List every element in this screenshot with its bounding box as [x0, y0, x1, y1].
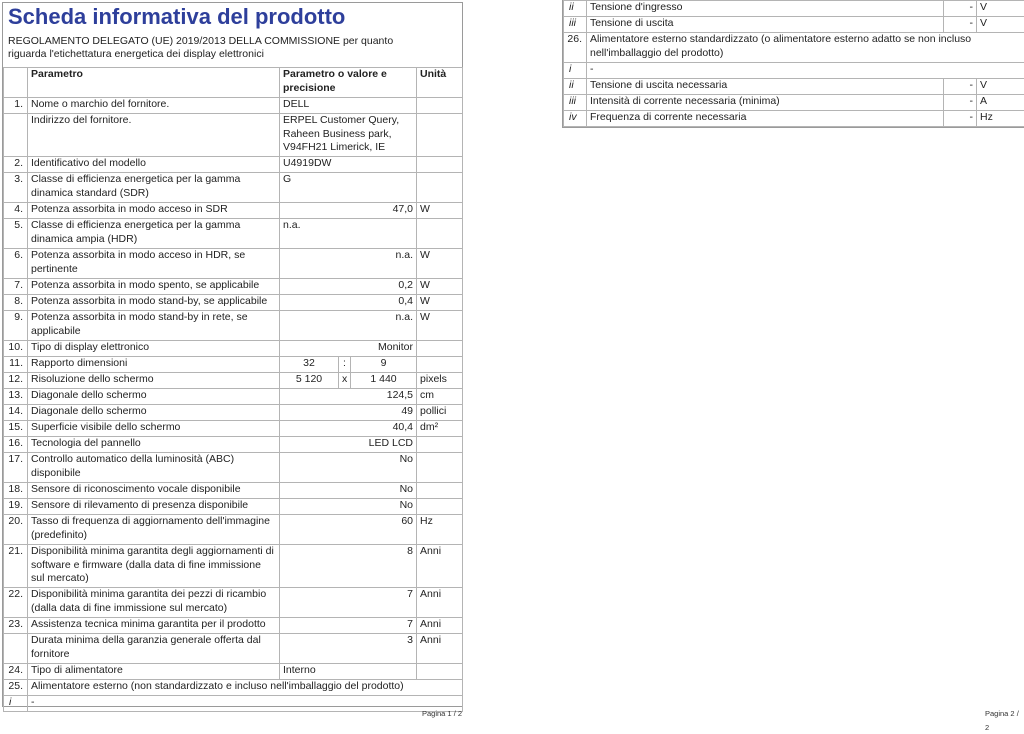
- resolution-width: 5 120: [280, 373, 339, 389]
- row-value: G: [280, 173, 417, 203]
- ratio-second: 9: [351, 357, 417, 373]
- table-row: [4, 483, 463, 499]
- row-number: 2.: [4, 157, 28, 173]
- table-row: [4, 373, 463, 389]
- regulation-text: REGOLAMENTO DELEGATO (UE) 2019/2013 DELLA COMMISSIONE per quanto riguarda l'etichettatura energetica dei display elettronici: [8, 35, 408, 61]
- row-number: 15.: [4, 421, 28, 437]
- row-label: Indirizzo del fornitore.: [28, 114, 280, 157]
- row-number: 4.: [4, 203, 28, 219]
- row-label: Potenza assorbita in modo acceso in HDR, se pertinente: [28, 249, 280, 279]
- page-1: [0, 0, 465, 717]
- row-number: 22.: [4, 588, 28, 618]
- row-unit: [417, 437, 463, 453]
- table-header-row: [4, 68, 463, 98]
- row-label: Alimentatore esterno (non standardizzato e incluso nell'imballaggio del prodotto): [28, 680, 463, 696]
- page-title: Scheda informativa del prodotto: [8, 4, 345, 30]
- table-row: [4, 249, 463, 279]
- row-label: Tipo di display elettronico: [28, 341, 280, 357]
- row-number: 14.: [4, 405, 28, 421]
- row-number: 13.: [4, 389, 28, 405]
- row-value: 60: [280, 515, 417, 545]
- row-number: 8.: [4, 295, 28, 311]
- table-row: [4, 664, 463, 680]
- row-value: 8: [280, 545, 417, 588]
- resolution-separator: x: [339, 373, 351, 389]
- row-value: n.a.: [280, 219, 417, 249]
- product-info-table: [3, 67, 463, 712]
- row-label: Identificativo del modello: [28, 157, 280, 173]
- table-row: [4, 618, 463, 634]
- row-value: 124,5: [280, 389, 417, 405]
- row-unit: Hz: [417, 515, 463, 545]
- row-number: 5.: [4, 219, 28, 249]
- row-unit: Hz: [977, 111, 1024, 127]
- table-row: [564, 1, 1024, 17]
- row-value: 49: [280, 405, 417, 421]
- row-unit: Anni: [417, 545, 463, 588]
- row-number: 17.: [4, 453, 28, 483]
- row-number: 10.: [4, 341, 28, 357]
- row-value: -: [944, 79, 977, 95]
- table-row: [4, 219, 463, 249]
- row-roman: ii: [564, 1, 587, 17]
- row-unit: W: [417, 249, 463, 279]
- row-number: 23.: [4, 618, 28, 634]
- row-unit: V: [977, 17, 1024, 33]
- row-number: 16.: [4, 437, 28, 453]
- table-row: [4, 421, 463, 437]
- table-row: [4, 389, 463, 405]
- table-row: [4, 114, 463, 157]
- row-unit: W: [417, 295, 463, 311]
- row-unit: [417, 499, 463, 515]
- row-value: -: [944, 1, 977, 17]
- row-unit: Anni: [417, 588, 463, 618]
- row-label: Tipo di alimentatore: [28, 664, 280, 680]
- row-unit: [417, 664, 463, 680]
- row-unit: cm: [417, 389, 463, 405]
- row-unit: W: [417, 279, 463, 295]
- table-row: [4, 173, 463, 203]
- row-value: DELL: [280, 98, 417, 114]
- header-param: Parametro: [28, 68, 280, 98]
- row-label: Tasso di frequenza di aggiornamento dell'immagine (predefinito): [28, 515, 280, 545]
- row-roman: iv: [564, 111, 587, 127]
- row-unit: [417, 357, 463, 373]
- table-row: [4, 295, 463, 311]
- row-roman: iii: [564, 95, 587, 111]
- row-unit: W: [417, 311, 463, 341]
- row-label: -: [28, 696, 463, 712]
- row-value: No: [280, 483, 417, 499]
- row-value: No: [280, 453, 417, 483]
- table-row: [4, 588, 463, 618]
- row-value: 40,4: [280, 421, 417, 437]
- page-2: [560, 0, 1024, 717]
- header-unit: Unità: [417, 68, 463, 98]
- row-label: Intensità di corrente necessaria (minima): [587, 95, 944, 111]
- header-value: Parametro o valore e precisione: [280, 68, 417, 98]
- row-unit: pixels: [417, 373, 463, 389]
- row-label: Tecnologia del pannello: [28, 437, 280, 453]
- row-value: 7: [280, 618, 417, 634]
- table-row: [4, 437, 463, 453]
- row-unit: [417, 341, 463, 357]
- row-value: Interno: [280, 664, 417, 680]
- row-value: 0,2: [280, 279, 417, 295]
- row-unit: Anni: [417, 634, 463, 664]
- row-roman: ii: [564, 79, 587, 95]
- table-row: [4, 357, 463, 373]
- row-value: 7: [280, 588, 417, 618]
- row-roman: iii: [564, 17, 587, 33]
- row-roman: i: [4, 696, 28, 712]
- row-label: Sensore di riconoscimento vocale disponibile: [28, 483, 280, 499]
- row-label: Risoluzione dello schermo: [28, 373, 280, 389]
- row-label: Superficie visibile dello schermo: [28, 421, 280, 437]
- table-row: [4, 279, 463, 295]
- row-roman: i: [564, 63, 587, 79]
- row-unit: dm²: [417, 421, 463, 437]
- row-number: 25.: [4, 680, 28, 696]
- row-label: Classe di efficienza energetica per la gamma dinamica standard (SDR): [28, 173, 280, 203]
- row-unit: [417, 157, 463, 173]
- row-value: 0,4: [280, 295, 417, 311]
- row-value: -: [944, 111, 977, 127]
- row-value: -: [944, 17, 977, 33]
- row-label: Assistenza tecnica minima garantita per il prodotto: [28, 618, 280, 634]
- row-label: Classe di efficienza energetica per la gamma dinamica ampia (HDR): [28, 219, 280, 249]
- table-row: [4, 680, 463, 696]
- table-row: [4, 499, 463, 515]
- row-label: -: [587, 63, 1024, 79]
- row-label: Sensore di rilevamento di presenza disponibile: [28, 499, 280, 515]
- ratio-separator: :: [339, 357, 351, 373]
- page-number: Pagina 2 / 2: [985, 707, 1024, 734]
- table-row: [564, 17, 1024, 33]
- row-number: [4, 114, 28, 157]
- table-row: [4, 157, 463, 173]
- row-label: Diagonale dello schermo: [28, 405, 280, 421]
- table-row: [564, 33, 1024, 63]
- row-unit: [417, 114, 463, 157]
- row-value: -: [944, 95, 977, 111]
- row-label: Durata minima della garanzia generale offerta dal fornitore: [28, 634, 280, 664]
- row-unit: [417, 453, 463, 483]
- row-label: Tensione d'ingresso: [587, 1, 944, 17]
- table-row: [564, 63, 1024, 79]
- table-row: [4, 634, 463, 664]
- row-number: 6.: [4, 249, 28, 279]
- header-num-cell: [4, 68, 28, 98]
- table-row: [4, 203, 463, 219]
- row-value: U4919DW: [280, 157, 417, 173]
- table-row: [4, 545, 463, 588]
- resolution-height: 1 440: [351, 373, 417, 389]
- row-value: n.a.: [280, 311, 417, 341]
- row-label: Frequenza di corrente necessaria: [587, 111, 944, 127]
- table-row: [4, 515, 463, 545]
- row-number: 18.: [4, 483, 28, 499]
- row-unit: [417, 483, 463, 499]
- row-label: Potenza assorbita in modo acceso in SDR: [28, 203, 280, 219]
- row-label: Tensione di uscita necessaria: [587, 79, 944, 95]
- table-row: [4, 311, 463, 341]
- product-info-table-continued: [563, 0, 1024, 127]
- row-value: LED LCD: [280, 437, 417, 453]
- table-row: [4, 341, 463, 357]
- row-value: Monitor: [280, 341, 417, 357]
- row-value: n.a.: [280, 249, 417, 279]
- row-number: 12.: [4, 373, 28, 389]
- row-number: 1.: [4, 98, 28, 114]
- table-row: [564, 95, 1024, 111]
- row-label: Nome o marchio del fornitore.: [28, 98, 280, 114]
- table-row: [564, 79, 1024, 95]
- row-value: 47,0: [280, 203, 417, 219]
- row-unit: V: [977, 79, 1024, 95]
- row-number: 21.: [4, 545, 28, 588]
- row-number: 11.: [4, 357, 28, 373]
- table-row: [564, 111, 1024, 127]
- row-label: Tensione di uscita: [587, 17, 944, 33]
- row-number: 26.: [564, 33, 587, 63]
- row-unit: Anni: [417, 618, 463, 634]
- row-unit: [417, 173, 463, 203]
- row-label: Potenza assorbita in modo spento, se applicabile: [28, 279, 280, 295]
- table-row: [4, 696, 463, 712]
- row-number: 20.: [4, 515, 28, 545]
- table-row: [4, 453, 463, 483]
- table-row: [4, 405, 463, 421]
- row-value: ERPEL Customer Query, Raheen Business park, V94FH21 Limerick, IE: [280, 114, 417, 157]
- row-label: Disponibilità minima garantita degli aggiornamenti di software e firmware (dalla data di fine immissione sul mercato): [28, 545, 280, 588]
- row-label: Disponibilità minima garantita dei pezzi di ricambio (dalla data di fine immissione sul mercato): [28, 588, 280, 618]
- row-unit: V: [977, 1, 1024, 17]
- row-unit: [417, 219, 463, 249]
- row-unit: A: [977, 95, 1024, 111]
- row-number: [4, 634, 28, 664]
- row-value: 3: [280, 634, 417, 664]
- row-label: Controllo automatico della luminosità (ABC) disponibile: [28, 453, 280, 483]
- row-value: No: [280, 499, 417, 515]
- row-number: 7.: [4, 279, 28, 295]
- row-number: 19.: [4, 499, 28, 515]
- row-unit: pollici: [417, 405, 463, 421]
- ratio-first: 32: [280, 357, 339, 373]
- row-label: Potenza assorbita in modo stand-by, se applicabile: [28, 295, 280, 311]
- row-label: Diagonale dello schermo: [28, 389, 280, 405]
- row-label: Alimentatore esterno standardizzato (o alimentatore esterno adatto se non incluso nell'imballaggio del prodotto): [587, 33, 1024, 63]
- page-number: Pagina 1 / 2: [422, 707, 462, 721]
- table-row: [4, 98, 463, 114]
- row-label: Potenza assorbita in modo stand-by in rete, se applicabile: [28, 311, 280, 341]
- row-unit: [417, 98, 463, 114]
- row-unit: W: [417, 203, 463, 219]
- row-number: 3.: [4, 173, 28, 203]
- row-number: 9.: [4, 311, 28, 341]
- row-label: Rapporto dimensioni: [28, 357, 280, 373]
- row-number: 24.: [4, 664, 28, 680]
